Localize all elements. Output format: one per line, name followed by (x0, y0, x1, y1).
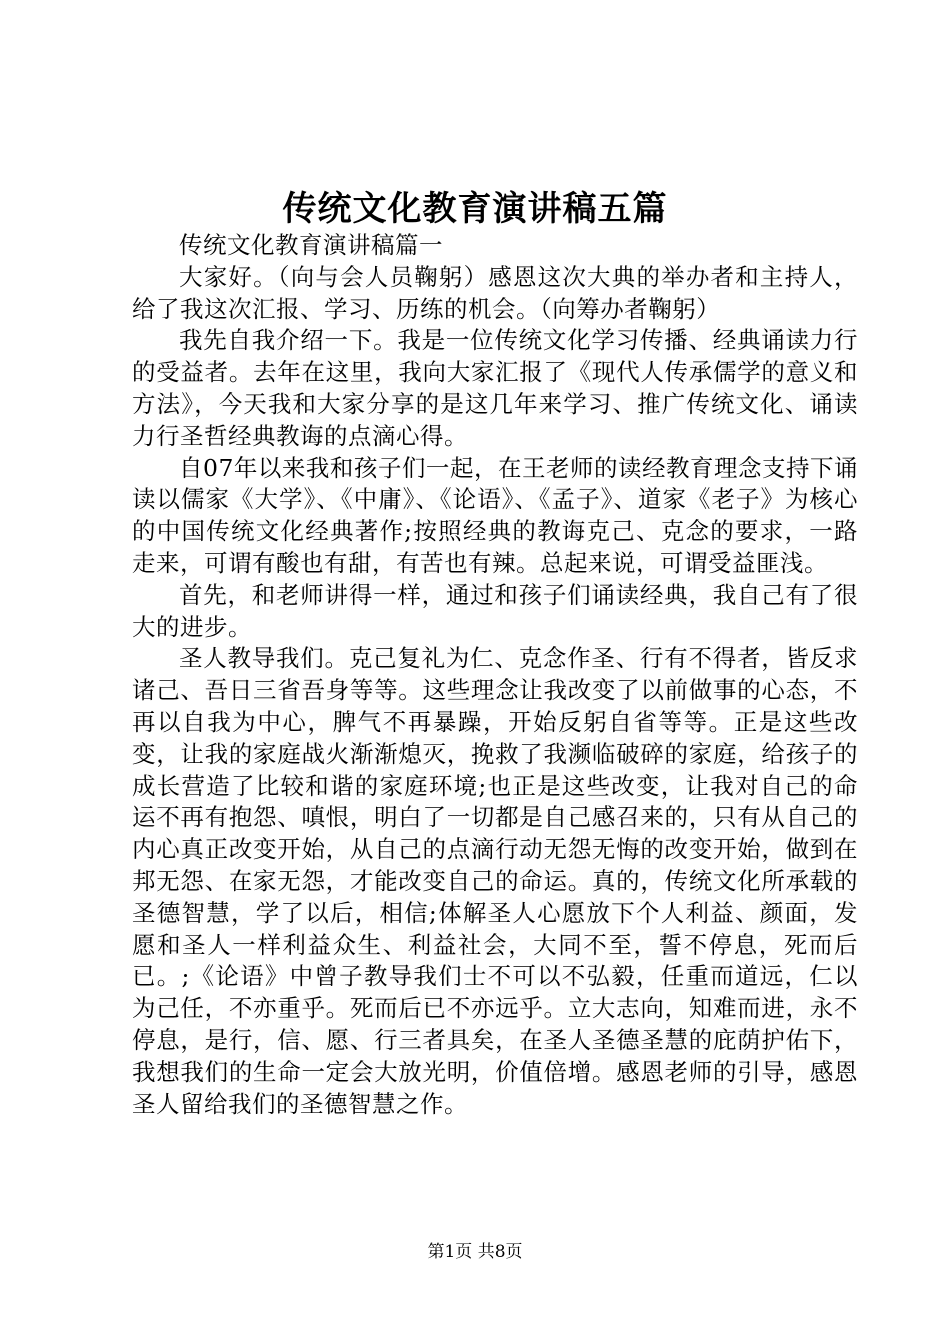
paragraph-progress: 首先，和老师讲得一样，通过和孩子们诵读经典，我自己有了很大的进步。 (132, 580, 858, 641)
section-heading: 传统文化教育演讲稿篇一 (179, 231, 443, 259)
page-number-footer: 第1页 共8页 (427, 1242, 523, 1262)
document-title: 传统文化教育演讲稿五篇 (282, 189, 668, 229)
paragraph-self-introduction: 我先自我介绍一下。我是一位传统文化学习传播、经典诵读力行的受益者。去年在这里，我向大家汇报了《现代人传承儒学的意义和方法》，今天我和大家分享的是这几年来学习、推广传统文化、诵读力行圣哲经典教诲的点滴心得。 (132, 326, 858, 450)
document-body (132, 230, 858, 1120)
paragraph-sage-teachings: 圣人教导我们。克己复礼为仁、克念作圣、行有不得者，皆反求诸己、吾日三省吾身等等。这些理念让我改变了以前做事的心态，不再以自我为中心，脾气不再暴躁，开始反躬自省等等。正是这些改变，让我的家庭战火渐渐熄灭，挽救了我濒临破碎的家庭，给孩子的成长营造了比较和谐的家庭环境;也正是这些改变，让我对自己的命运不再有抱怨、嗔恨，明白了一切都是自己感召来的，只有从自己的内心真正改变开始，从自己的点滴行动无怨无悔的改变开始，做到在邦无怨、在家无怨，才能改变自己的命运。真的，传统文化所承载的圣德智慧，学了以后，相信;体解圣人心愿放下个人利益、颜面，发愿和圣人一样利益众生、利益社会，大同不至，誓不停息，死而后已。;《论语》中曾子教导我们士不可以不弘毅，任重而道远，仁以为己任，不亦重乎。死而后已不亦远乎。立大志向，知难而进，永不停息，是行，信、愿、行三者具矣，在圣人圣德圣慧的庇荫护佑下，我想我们的生命一定会大放光明，价值倍增。感恩老师的引导，感恩圣人留给我们的圣德智慧之作。 (132, 644, 858, 1118)
paragraph-study-history: 自07年以来我和孩子们一起，在王老师的读经教育理念支持下诵读以儒家《大学》、《中庸》、《论语》、《孟子》、道家《老子》为核心的中国传统文化经典著作;按照经典的教诲克己、克念的要求，一路走来，可谓有酸也有甜，有苦也有辣。总起来说，可谓受益匪浅。 (132, 453, 858, 577)
paragraph-greeting: 大家好。（向与会人员鞠躬）感恩这次大典的举办者和主持人，给了我这次汇报、学习、历练的机会。（向筹办者鞠躬） (132, 262, 858, 323)
